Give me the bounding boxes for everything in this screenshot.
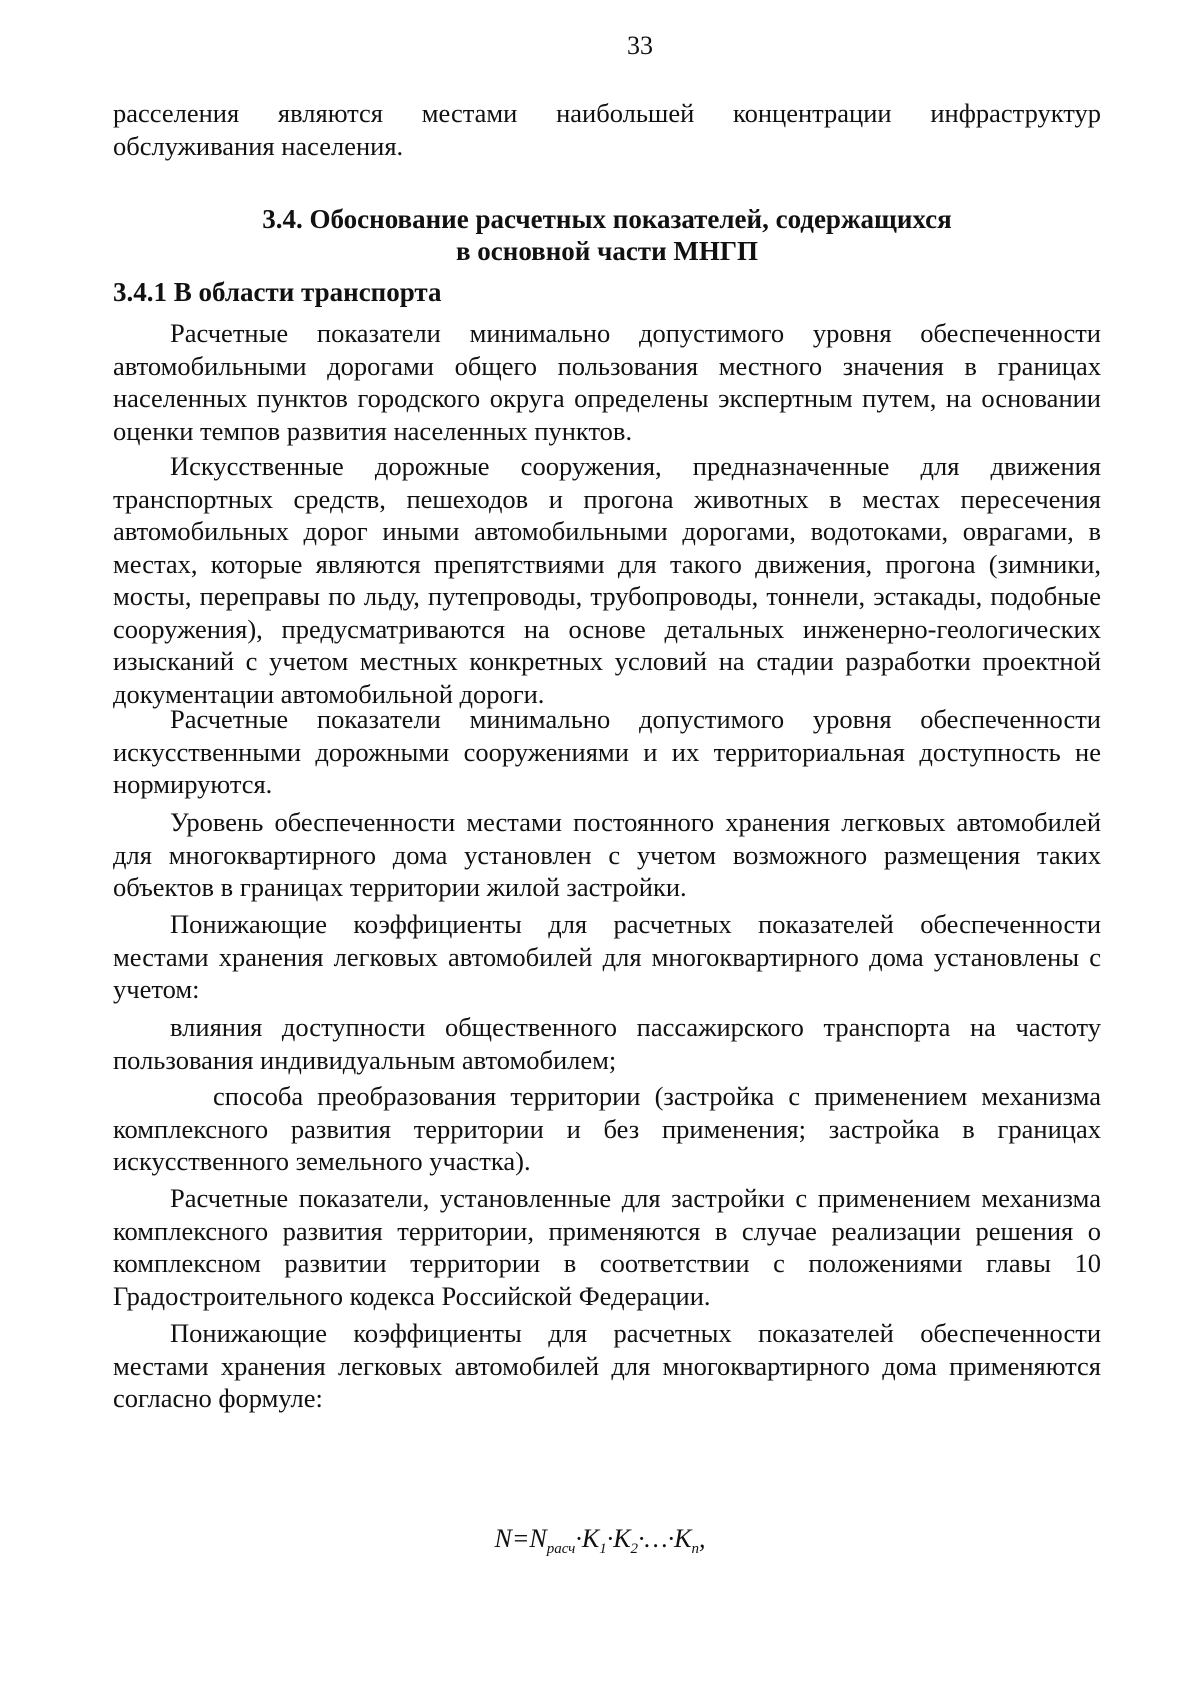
paragraph-text: влияния доступности общественного пассажирского транспорта на частоту пользования индивидуальным автомобилем;: [113, 1012, 1101, 1075]
formula-k1-sub: 1: [599, 1541, 607, 1557]
formula-dot: ·: [606, 1524, 614, 1553]
paragraph-text: Расчетные показатели минимально допустимого уровня обеспеченности автомобильными дорогами общего пользования местного значения в границах населенных пунктов городского округа определены экспертным путем, на основании оценки темпов развития населенных пунктов.: [113, 318, 1101, 446]
paragraph-2: [113, 450, 1101, 710]
paragraph-text: Расчетные показатели минимально допустимого уровня обеспеченности искусственными дорожными сооружениями и их территориальная доступность не нормируются.: [113, 704, 1101, 799]
paragraph-3: [113, 703, 1101, 801]
paragraph-text: Расчетные показатели, установленные для застройки с применением механизма комплексного развития территории, применяются в случае реализации решения о комплексном развитии территории в соответствии с положениями главы 10 Градостроительного кодекса Российской Федерации.: [113, 1183, 1101, 1311]
paragraph-1: [113, 317, 1101, 447]
subsection-heading: 3.4.1 В области транспорта: [113, 277, 442, 307]
section-heading-line1: 3.4. Обоснование расчетных показателей, содержащихся: [262, 204, 952, 234]
paragraph-text: Понижающие коэффициенты для расчетных показателей обеспеченности местами хранения легковых автомобилей для многоквартирного дома применяются согласно формуле:: [113, 1318, 1101, 1413]
formula-eq: =: [511, 1524, 530, 1553]
section-heading-line2: в основной части МНГП: [455, 236, 759, 266]
paragraph-text: Искусственные дорожные сооружения, предназначенные для движения транспортных средств, пешеходов и прогона животных в местах пересечения автомобильных дорог иными автомобильными дорогами, водотоками, оврагами, в местах, которые являются препятствиями для такого движения, прогона (зимники, мосты, переправы по льду, путепроводы, трубопроводы, тоннели, эстакады, подобные сооружения), предусматриваются на основе детальных инженерно-геологических изысканий с учетом местных конкретных условий на стадии разработки проектной документации автомобильной дороги.: [113, 451, 1101, 709]
formula-k2-sub: 2: [630, 1541, 639, 1557]
formula-n-sub: расч: [546, 1541, 576, 1557]
formula-kn: K: [674, 1524, 692, 1553]
page-number: 33: [627, 31, 653, 60]
paragraph-6: [113, 1011, 1101, 1076]
paragraph-9: [113, 1317, 1101, 1415]
formula-tail: ,: [699, 1524, 706, 1553]
formula-kn-sub: n: [691, 1541, 699, 1557]
paragraph-text: Понижающие коэффициенты для расчетных показателей обеспеченности местами хранения легковых автомобилей для многоквартирного дома установлены с учетом:: [113, 909, 1101, 1004]
intro-paragraph: [113, 97, 1101, 162]
section-heading: [113, 203, 1101, 267]
paragraph-7: [113, 1080, 1101, 1178]
formula-k1: K: [581, 1524, 600, 1553]
formula-k2: K: [613, 1524, 631, 1553]
paragraph-5: [113, 908, 1101, 1006]
formula-dot: ·: [575, 1524, 582, 1553]
paragraph-8: [113, 1182, 1101, 1312]
formula-n: N: [529, 1524, 547, 1553]
formula: [0, 1523, 1200, 1565]
paragraph-text: Уровень обеспеченности местами постоянного хранения легковых автомобилей для многоквартирного дома установлен с учетом возможного размещения таких объектов в границах территории жилой застройки.: [113, 807, 1101, 902]
formula-lhs: N: [494, 1524, 512, 1553]
paragraph-text: способа преобразования территории (застройка с применением механизма комплексного развития территории и без применения; застройка в границах искусственного земельного участка).: [113, 1081, 1101, 1176]
paragraph-4: [113, 806, 1101, 904]
intro-text: расселения являются местами наибольшей концентрации инфраструктур обслуживания населения.: [113, 98, 1101, 161]
formula-ellipsis: ·…·: [638, 1524, 675, 1553]
